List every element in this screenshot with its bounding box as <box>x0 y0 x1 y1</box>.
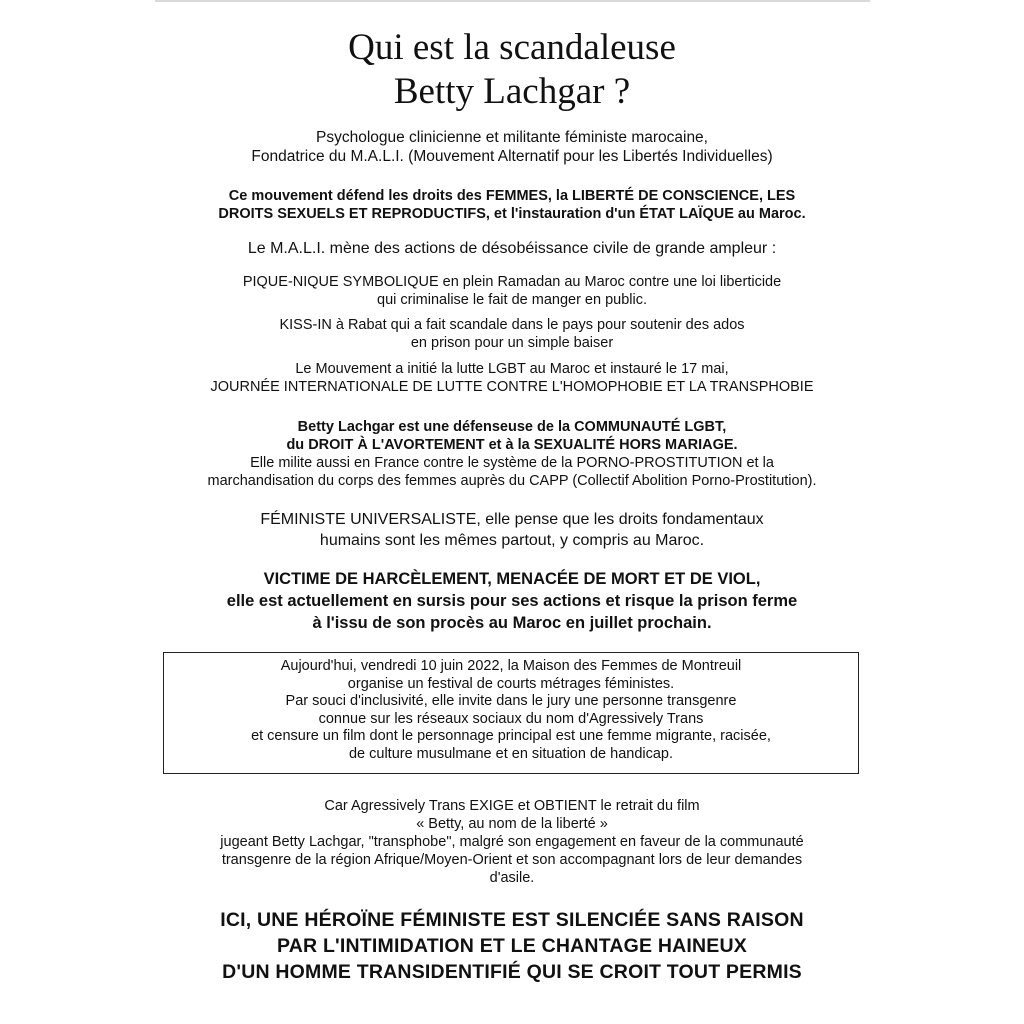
intro-line-2: Fondatrice du M.A.L.I. (Mouvement Alternatif pour les Libertés Individuelles) <box>251 148 773 165</box>
action-lgbt-day <box>0 360 1024 396</box>
defender-text-line-1: Elle milite aussi en France contre le système de la PORNO-PROSTITUTION et la <box>250 455 774 471</box>
top-border-line <box>155 0 870 2</box>
actions-heading: Le M.A.L.I. mène des actions de désobéissance civile de grande ampleur : <box>247 240 777 257</box>
box-line-6: de culture musulmane et en situation de handicap. <box>348 745 674 762</box>
action2-line-2: en prison pour un simple baiser <box>410 335 614 351</box>
movement-line-1: Ce mouvement défend les droits des FEMMES, la LIBERTÉ DE CONSCIENCE, LES <box>228 188 796 204</box>
action-picnic <box>0 273 1024 309</box>
movement-paragraph <box>0 187 1024 223</box>
title-line-2: Betty Lachgar ? <box>393 71 631 112</box>
conclusion-line-2: PAR L'INTIMIDATION ET LE CHANTAGE HAINEUX <box>277 935 747 957</box>
universalist-line-1: FÉMINISTE UNIVERSALISTE, elle pense que les droits fondamentaux <box>260 511 764 528</box>
action3-line-2: JOURNÉE INTERNATIONALE DE LUTTE CONTRE L'HOMOPHOBIE ET LA TRANSPHOBIE <box>210 379 814 395</box>
festival-notice-box <box>163 652 859 774</box>
action3-line-1: Le Mouvement a initié la lutte LGBT au Maroc et instauré le 17 mai, <box>295 361 729 377</box>
action-kiss-in <box>0 316 1024 352</box>
action1-line-1: PIQUE-NIQUE SYMBOLIQUE en plein Ramadan au Maroc contre une loi liberticide <box>242 274 782 290</box>
victim-line-3: à l'issu de son procès au Maroc en juillet prochain. <box>312 614 712 632</box>
conclusion-line-3: D'UN HOMME TRANSIDENTIFIÉ QUI SE CROIT TOUT PERMIS <box>222 961 802 983</box>
box-line-2: organise un festival de courts métrages féministes. <box>347 675 675 692</box>
action1-line-2: qui criminalise le fait de manger en public. <box>377 292 647 308</box>
defender-text-line-2: marchandisation du corps des femmes auprès du CAPP (Collectif Abolition Porno-Prostitution). <box>207 473 817 489</box>
box-line-5: et censure un film dont le personnage principal est une femme migrante, racisée, <box>251 728 771 744</box>
victim-paragraph <box>0 568 1024 634</box>
withdrawal-line-5: d'asile. <box>489 870 535 886</box>
intro-line-1: Psychologue clinicienne et militante féministe marocaine, <box>315 129 708 146</box>
universalist-paragraph <box>0 509 1024 551</box>
withdrawal-line-2: « Betty, au nom de la liberté » <box>416 816 608 832</box>
intro-paragraph <box>0 128 1024 166</box>
withdrawal-paragraph <box>0 797 1024 887</box>
withdrawal-line-1: Car Agressively Trans EXIGE et OBTIENT le retrait du film <box>324 798 700 814</box>
box-line-4: connue sur les réseaux sociaux du nom d'Agressively Trans <box>318 710 704 727</box>
victim-line-2: elle est actuellement en sursis pour ses actions et risque la prison ferme <box>226 592 798 610</box>
defender-paragraph <box>0 418 1024 490</box>
box-line-3: Par souci d'inclusivité, elle invite dans le jury une personne transgenre <box>285 693 737 709</box>
withdrawal-line-4: transgenre de la région Afrique/Moyen-Orient et son accompagnant lors de leur demandes <box>221 852 803 868</box>
action2-line-1: KISS-IN à Rabat qui a fait scandale dans le pays pour soutenir des ados <box>279 317 745 333</box>
universalist-line-2: humains sont les mêmes partout, y compris au Maroc. <box>319 532 705 549</box>
page-title <box>0 26 1024 114</box>
conclusion-line-1: ICI, UNE HÉROÏNE FÉMINISTE EST SILENCIÉE SANS RAISON <box>220 909 804 931</box>
conclusion-paragraph <box>0 907 1024 985</box>
defender-bold-line-2: du DROIT À L'AVORTEMENT et à la SEXUALITÉ HORS MARIAGE. <box>286 437 738 453</box>
victim-line-1: VICTIME DE HARCÈLEMENT, MENACÉE DE MORT ET DE VIOL, <box>263 570 761 588</box>
defender-bold-line-1: Betty Lachgar est une défenseuse de la COMMUNAUTÉ LGBT, <box>297 419 727 435</box>
box-line-1: Aujourd'hui, vendredi 10 juin 2022, la Maison des Femmes de Montreuil <box>280 658 742 674</box>
movement-line-2: DROITS SEXUELS ET REPRODUCTIFS, et l'instauration d'un ÉTAT LAÏQUE au Maroc. <box>218 206 806 222</box>
title-line-1: Qui est la scandaleuse <box>348 27 676 68</box>
withdrawal-line-3: jugeant Betty Lachgar, "transphobe", malgré son engagement en faveur de la communauté <box>220 834 804 850</box>
